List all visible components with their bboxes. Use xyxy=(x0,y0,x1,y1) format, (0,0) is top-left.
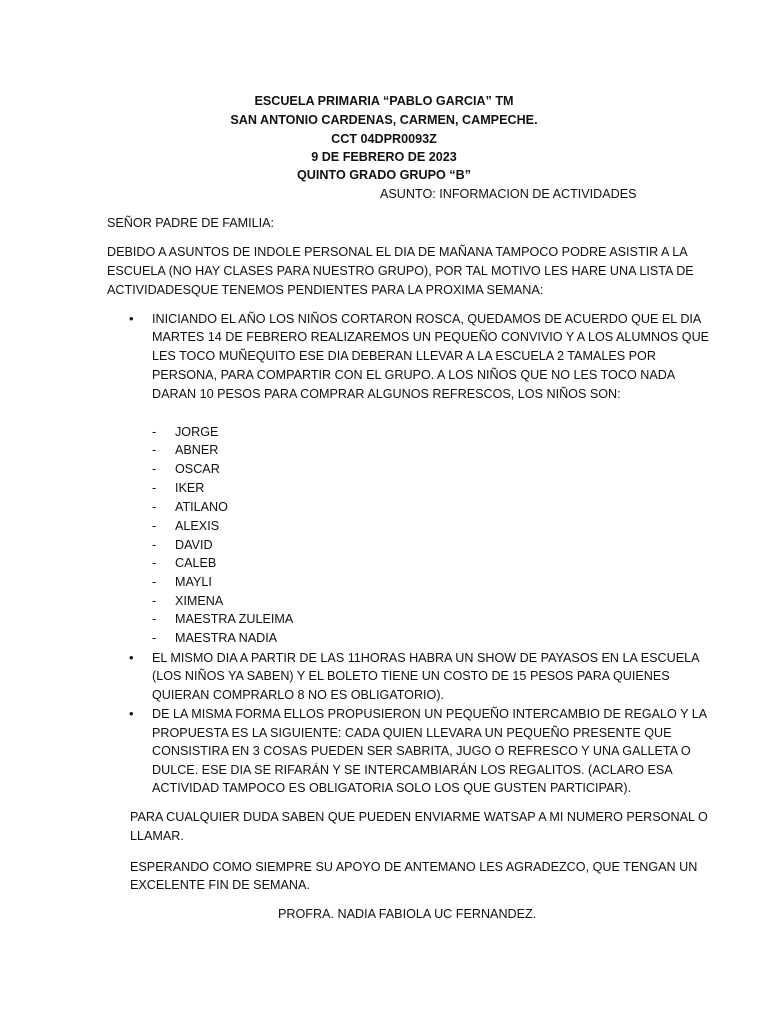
intro-line: ACTIVIDADESQUE TENEMOS PENDIENTES PARA LA PROXIMA SEMANA: xyxy=(107,283,544,297)
intro-line: ESCUELA (NO HAY CLASES PARA NUESTRO GRUPO), POR TAL MOTIVO LES HARE UNA LISTA DE xyxy=(107,264,694,278)
list-item: MAYLI xyxy=(175,575,212,589)
bullet1-line: INICIANDO EL AÑO LOS NIÑOS CORTARON ROSCA, QUEDAMOS DE ACUERDO QUE EL DIA xyxy=(152,312,702,326)
bullet1-line: DARAN 10 PESOS PARA COMPRAR ALGUNOS REFRESCOS, LOS NIÑOS SON: xyxy=(152,387,621,401)
bullet-marker: • xyxy=(129,650,134,665)
list-dash: - xyxy=(152,500,157,514)
list-dash: - xyxy=(152,631,157,645)
list-dash: - xyxy=(152,575,157,589)
closing-line: EXCELENTE FIN DE SEMANA. xyxy=(130,878,310,892)
list-item: IKER xyxy=(175,481,205,495)
bullet1-line: LES TOCO MUÑEQUITO ESE DIA DEBERAN LLEVAR A LA ESCUELA 2 TAMALES POR xyxy=(152,349,656,363)
list-item: XIMENA xyxy=(175,594,224,608)
bullet2-line: EL MISMO DIA A PARTIR DE LAS 11HORAS HABRA UN SHOW DE PAYASOS EN LA ESCUELA xyxy=(152,651,700,665)
list-item: CALEB xyxy=(175,556,217,570)
signature: PROFRA. NADIA FABIOLA UC FERNANDEZ. xyxy=(278,907,537,921)
list-dash: - xyxy=(152,481,157,495)
list-item: ABNER xyxy=(175,443,219,457)
bullet3-line: DULCE. ESE DIA SE RIFARÁN Y SE INTERCAMBIARÁN LOS REGALITOS. (ACLARO ESA xyxy=(152,763,673,777)
bullet1-line: PERSONA, PARA COMPARTIR CON EL GRUPO. A LOS NIÑOS QUE NO LES TOCO NADA xyxy=(152,368,676,382)
school-cct: CCT 04DPR0093Z xyxy=(331,132,437,146)
list-item: ALEXIS xyxy=(175,519,220,533)
list-dash: - xyxy=(152,462,157,476)
list-item: ATILANO xyxy=(175,500,228,514)
bullet3-line: PROPUESTA ES LA SIGUIENTE: CADA QUIEN LLEVARA UN PEQUEÑO PRESENTE QUE xyxy=(152,726,672,740)
bullet3-line: ACTIVIDAD TAMPOCO ES OBLIGATORIA SOLO LOS QUE GUSTEN PARTICIPAR). xyxy=(152,781,632,795)
school-name: ESCUELA PRIMARIA “PABLO GARCIA” TM xyxy=(254,94,514,108)
contact-line: LLAMAR. xyxy=(130,829,184,843)
list-item: JORGE xyxy=(175,425,219,439)
list-item: MAESTRA NADIA xyxy=(175,631,278,645)
bullet1-line: MARTES 14 DE FEBRERO REALIZAREMOS UN PEQUEÑO CONVIVIO Y A LOS ALUMNOS QUE xyxy=(152,330,710,344)
list-dash: - xyxy=(152,519,157,533)
school-location: SAN ANTONIO CARDENAS, CARMEN, CAMPECHE. xyxy=(230,113,538,127)
list-dash: - xyxy=(152,556,157,570)
bullet-marker: • xyxy=(129,706,134,721)
grade-group: QUINTO GRADO GRUPO “B” xyxy=(297,168,471,182)
list-dash: - xyxy=(152,425,157,439)
salutation: SEÑOR PADRE DE FAMILIA: xyxy=(107,216,275,230)
bullet-marker: • xyxy=(129,311,134,326)
intro-line: DEBIDO A ASUNTOS DE INDOLE PERSONAL EL DIA DE MAÑANA TAMPOCO PODRE ASISTIR A LA xyxy=(107,245,688,259)
bullet2-line: (LOS NIÑOS YA SABEN) Y EL BOLETO TIENE UN COSTO DE 15 PESOS PARA QUIENES xyxy=(152,669,670,683)
list-item: MAESTRA ZULEIMA xyxy=(175,612,294,626)
list-dash: - xyxy=(152,612,157,626)
bullet3-line: DE LA MISMA FORMA ELLOS PROPUSIERON UN PEQUEÑO INTERCAMBIO DE REGALO Y LA xyxy=(152,707,708,721)
list-dash: - xyxy=(152,538,157,552)
letter-date: 9 DE FEBRERO DE 2023 xyxy=(311,150,457,164)
list-item: OSCAR xyxy=(175,462,220,476)
bullet3-line: CONSISTIRA EN 3 COSAS PUEDEN SER SABRITA, JUGO O REFRESCO Y UNA GALLETA O xyxy=(152,744,691,758)
bullet2-line: QUIERAN COMPRARLO 8 NO ES OBLIGATORIO). xyxy=(152,688,445,702)
list-dash: - xyxy=(152,443,157,457)
closing-line: ESPERANDO COMO SIEMPRE SU APOYO DE ANTEMANO LES AGRADEZCO, QUE TENGAN UN xyxy=(130,860,698,874)
list-item: DAVID xyxy=(175,538,213,552)
contact-line: PARA CUALQUIER DUDA SABEN QUE PUEDEN ENVIARME WATSAP A MI NUMERO PERSONAL O xyxy=(130,810,708,824)
letter-subject: ASUNTO: INFORMACION DE ACTIVIDADES xyxy=(380,187,637,201)
list-dash: - xyxy=(152,594,157,608)
